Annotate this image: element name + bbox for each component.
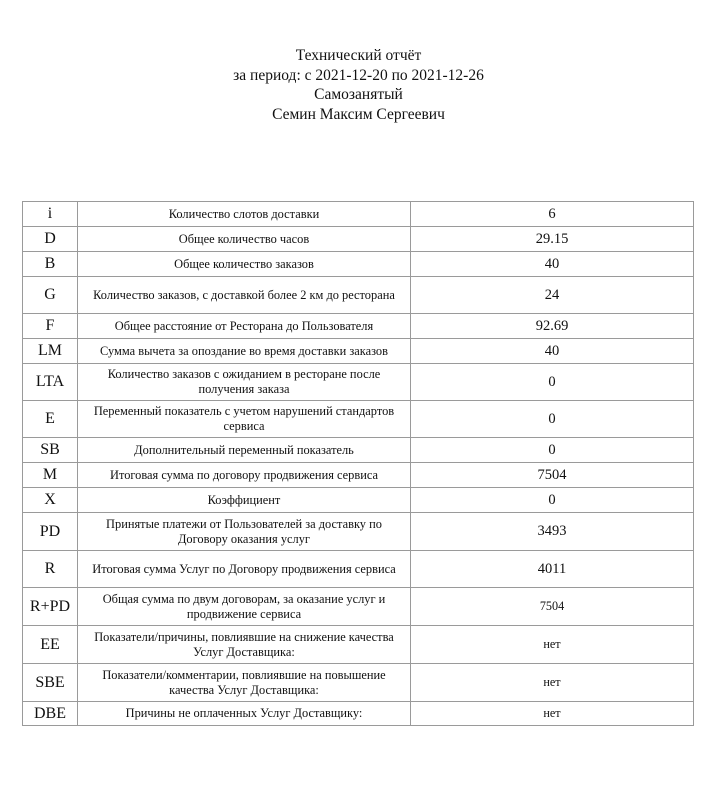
row-code: D: [23, 227, 78, 252]
row-description: Принятые платежи от Пользователей за доставку по Договору оказания услуг: [78, 513, 411, 551]
row-value: нет: [411, 702, 694, 726]
contractor-status: Самозанятый: [314, 86, 403, 103]
report-period: за период: с 2021-12-20 по 2021-12-26: [233, 66, 484, 84]
row-description: Показатели/причины, повлиявшие на снижение качества Услуг Доставщика:: [78, 626, 411, 664]
report-title: Технический отчёт: [295, 47, 422, 64]
row-description: Причины не оплаченных Услуг Доставщику:: [78, 702, 411, 726]
table-row: [23, 702, 694, 726]
table-row: [23, 314, 694, 339]
row-description: Переменный показатель с учетом нарушений стандартов сервиса: [78, 401, 411, 438]
row-code: R: [23, 551, 78, 588]
row-value: 29.15: [411, 227, 694, 252]
row-code: SB: [23, 438, 78, 463]
row-value: 92.69: [411, 314, 694, 339]
row-value: 6: [411, 202, 694, 227]
table-row: [23, 364, 694, 401]
row-code: R+PD: [23, 588, 78, 626]
row-description: Количество заказов, с доставкой более 2 км до ресторана: [78, 277, 411, 314]
contractor-name: Семин Максим Сергеевич: [272, 105, 445, 123]
row-value: 0: [411, 364, 694, 401]
row-code: M: [23, 463, 78, 488]
row-code: PD: [23, 513, 78, 551]
row-description: Дополнительный переменный показатель: [78, 438, 411, 463]
row-code: LTA: [23, 364, 78, 401]
row-description: Количество заказов с ожиданием в ресторане после получения заказа: [78, 364, 411, 401]
row-code: SBE: [23, 664, 78, 702]
table-row: [23, 277, 694, 314]
table-row: [23, 488, 694, 513]
row-description: Общее количество часов: [78, 227, 411, 252]
row-value: 24: [411, 277, 694, 314]
row-description: Итоговая сумма по договору продвижения сервиса: [78, 463, 411, 488]
row-value: нет: [411, 626, 694, 664]
table-row: [23, 339, 694, 364]
row-code: B: [23, 252, 78, 277]
row-code: F: [23, 314, 78, 339]
table-row: [23, 513, 694, 551]
row-code: DBE: [23, 702, 78, 726]
row-code: i: [23, 202, 78, 227]
row-value: 4011: [411, 551, 694, 588]
row-value: 7504: [411, 463, 694, 488]
row-description: Сумма вычета за опоздание во время доставки заказов: [78, 339, 411, 364]
row-description: Количество слотов доставки: [78, 202, 411, 227]
row-value: 40: [411, 339, 694, 364]
row-code: E: [23, 401, 78, 438]
row-value: 3493: [411, 513, 694, 551]
table-row: [23, 202, 694, 227]
table-row: [23, 588, 694, 626]
table-row: [23, 227, 694, 252]
row-description: Коэффициент: [78, 488, 411, 513]
table-row: [23, 551, 694, 588]
row-value: 40: [411, 252, 694, 277]
row-value: 7504: [411, 588, 694, 626]
table-row: [23, 626, 694, 664]
row-value: 0: [411, 438, 694, 463]
row-description: Общая сумма по двум договорам, за оказание услуг и продвижение сервиса: [78, 588, 411, 626]
row-value: 0: [411, 488, 694, 513]
row-code: G: [23, 277, 78, 314]
row-code: EE: [23, 626, 78, 664]
table-row: [23, 463, 694, 488]
row-value: нет: [411, 664, 694, 702]
report-table: [22, 201, 694, 726]
table-row: [23, 664, 694, 702]
row-value: 0: [411, 401, 694, 438]
table-row: [23, 252, 694, 277]
row-description: Итоговая сумма Услуг по Договору продвижения сервиса: [78, 551, 411, 588]
report-header: [0, 46, 717, 124]
row-code: X: [23, 488, 78, 513]
row-description: Общее количество заказов: [78, 252, 411, 277]
row-code: LM: [23, 339, 78, 364]
table-row: [23, 401, 694, 438]
row-description: Показатели/комментарии, повлиявшие на повышение качества Услуг Доставщика:: [78, 664, 411, 702]
table-row: [23, 438, 694, 463]
row-description: Общее расстояние от Ресторана до Пользователя: [78, 314, 411, 339]
